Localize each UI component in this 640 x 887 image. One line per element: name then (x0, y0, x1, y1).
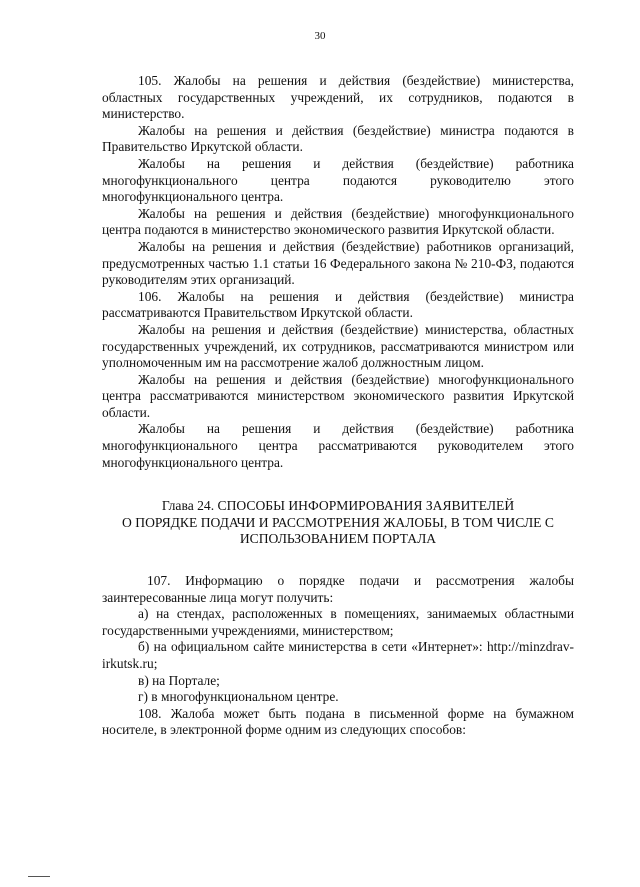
chapter-heading-line-1: Глава 24. СПОСОБЫ ИНФОРМИРОВАНИЯ ЗАЯВИТЕЛЕЙ (161, 498, 515, 514)
paragraph-106-ministry: Жалобы на решения и действия (бездействие) министерства, областных государственных учреждений, их сотрудников, рассматриваются министром или уполномоченным им на рассмотрение жалоб должностным лицом. (102, 321, 574, 371)
paragraph-105-mfc: Жалобы на решения и действия (бездействие) многофункционального центра подаются в министерство экономического развития Иркутской области. (102, 205, 574, 238)
list-item-b: б) на официальном сайте министерства в сети «Интернет»: http://minzdrav-irkutsk.ru; (102, 639, 574, 671)
paragraph-107: 107. Информацию о порядке подачи и рассмотрения жалобы заинтересованные лица могут получить: (102, 573, 574, 605)
paragraph-105-organizations: Жалобы на решения и действия (бездействие) работников организаций, предусмотренных частью 1.1 статьи 16 Федерального закона № 210-ФЗ, подаются руководителям этих организаций. (102, 238, 574, 288)
paragraph-106: 106. Жалобы на решения и действия (бездействие) министра рассматриваются Правительством Иркутской области. (102, 288, 574, 321)
chapter-heading-line-3: ИСПОЛЬЗОВАНИЕМ ПОРТАЛА (239, 531, 437, 547)
paragraph-105: 105. Жалобы на решения и действия (бездействие) министерства, областных государственных учреждений, их сотрудников, подаются в министерство. (102, 73, 574, 122)
margin-mark (28, 876, 50, 877)
paragraph-108: 108. Жалоба может быть подана в письменной форме на бумажном носителе, в электронной форме одним из следующих способов: (102, 705, 574, 738)
paragraph-105-minister: Жалобы на решения и действия (бездействие) министра подаются в Правительство Иркутской области. (102, 122, 574, 155)
list-item-a: а) на стендах, расположенных в помещениях, занимаемых областными государственными учреждениями, министерством; (102, 606, 574, 638)
list-item-v: в) на Портале; (138, 672, 220, 688)
paragraph-106-mfc: Жалобы на решения и действия (бездействие) многофункционального центра рассматриваются министерством экономического развития Иркутской области. (102, 371, 574, 420)
paragraph-106-mfc-worker: Жалобы на решения и действия (бездействие) работника многофункционального центра рассматриваются руководителем этого многофункционального центра. (102, 421, 574, 470)
document-body (102, 73, 574, 739)
paragraph-105-mfc-worker: Жалобы на решения и действия (бездействие) работника многофункционального центра подаются руководителю этого многофункционального центра. (102, 155, 574, 205)
chapter-heading (102, 498, 574, 548)
list-item-g: г) в многофункциональном центре. (138, 689, 339, 705)
chapter-heading-line-2: О ПОРЯДКЕ ПОДАЧИ И РАССМОТРЕНИЯ ЖАЛОБЫ, В ТОМ ЧИСЛЕ С (122, 514, 554, 530)
page-number: 30 (314, 30, 326, 42)
